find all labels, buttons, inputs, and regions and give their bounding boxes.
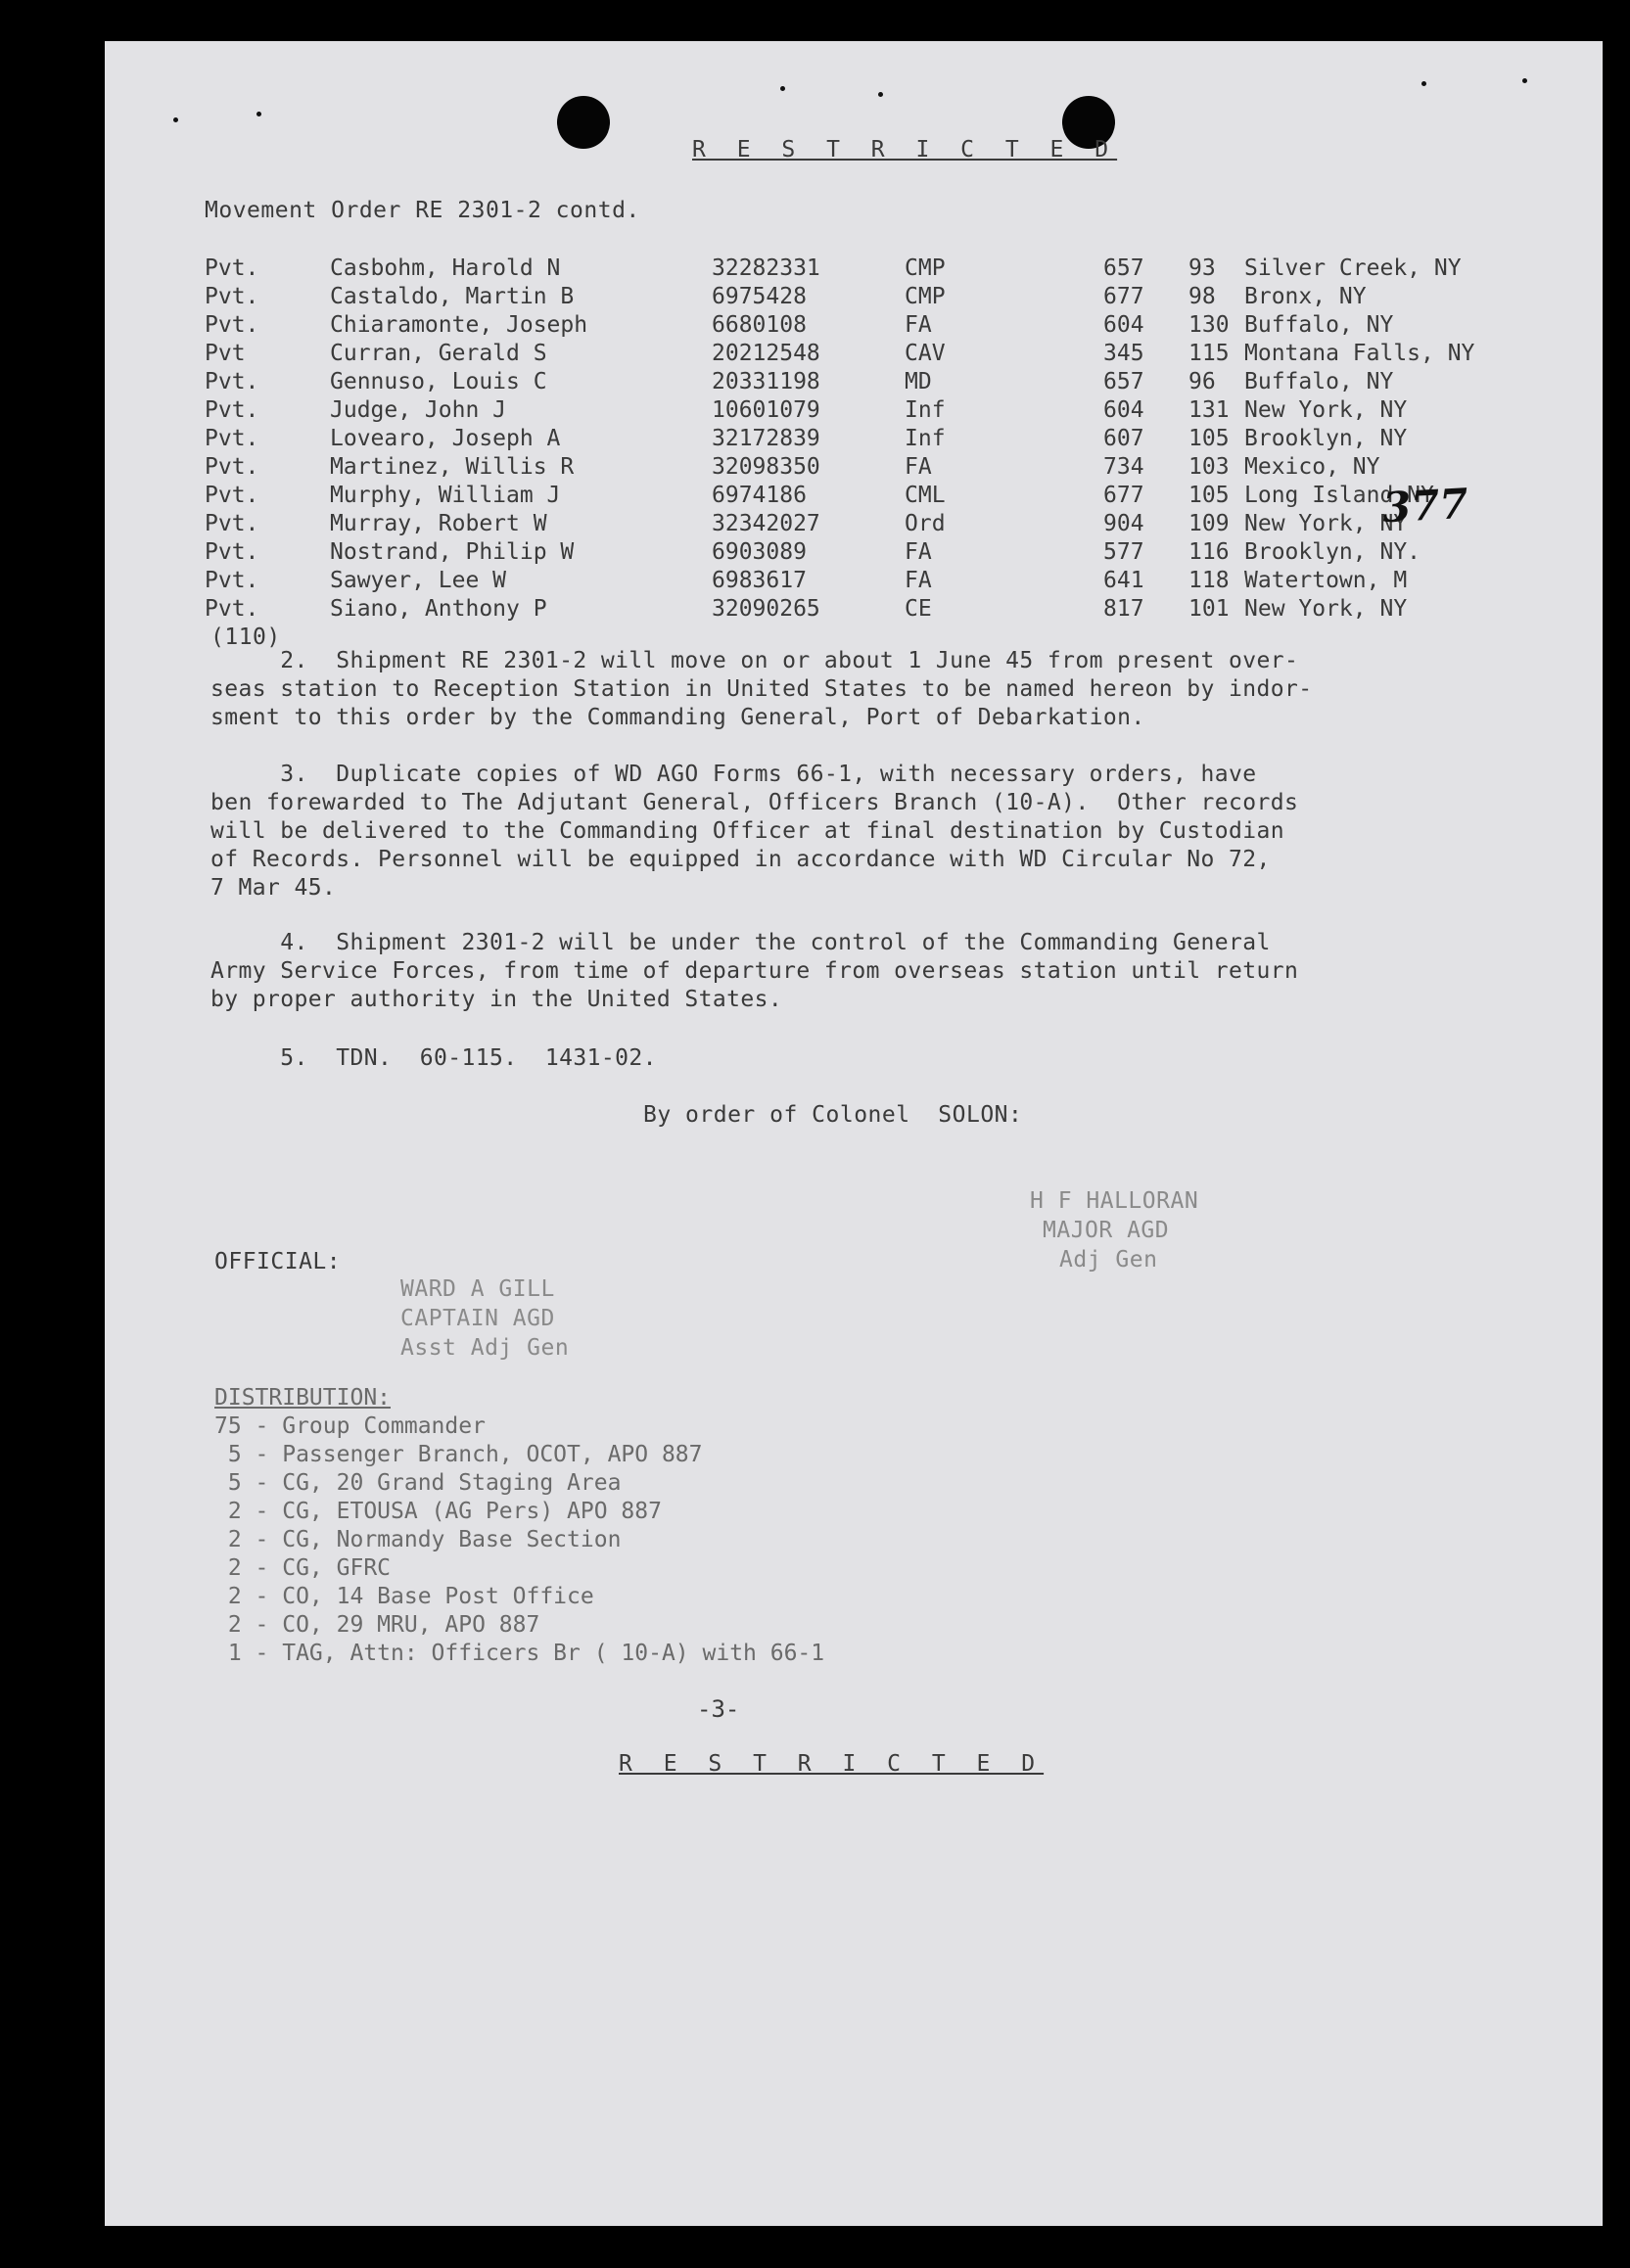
roster-rank: Pvt bbox=[205, 341, 246, 366]
roster-ht: 96 bbox=[1188, 369, 1216, 394]
roster-home: Long Island NY bbox=[1244, 483, 1434, 508]
roster-serial: 32282331 bbox=[712, 255, 820, 281]
roster-arm: CE bbox=[905, 596, 932, 622]
roster-home: Silver Creek, NY bbox=[1244, 255, 1462, 281]
roster-name: Nostrand, Philip W bbox=[330, 539, 575, 565]
roster-home: Buffalo, NY bbox=[1244, 369, 1394, 394]
roster-serial: 32090265 bbox=[712, 596, 820, 622]
paragraph-line: 4. Shipment 2301-2 will be under the control of the Commanding General bbox=[210, 930, 1271, 955]
roster-ht: 101 bbox=[1188, 596, 1230, 622]
roster-ht: 116 bbox=[1188, 539, 1230, 565]
roster-rank: Pvt. bbox=[205, 369, 259, 394]
roster-home: Bronx, NY bbox=[1244, 284, 1367, 309]
roster-name: Lovearo, Joseph A bbox=[330, 426, 561, 451]
roster-arm: FA bbox=[905, 539, 932, 565]
roster-arm: FA bbox=[905, 312, 932, 338]
roster-mos: 607 bbox=[1103, 426, 1144, 451]
roster-name: Gennuso, Louis C bbox=[330, 369, 547, 394]
speck bbox=[878, 92, 883, 97]
distribution-item: 75 - Group Commander bbox=[214, 1413, 486, 1439]
paragraph-line: of Records. Personnel will be equipped in accordance with WD Circular No 72, bbox=[210, 847, 1271, 872]
roster-ht: 115 bbox=[1188, 341, 1230, 366]
page-stamp-number: 377 bbox=[1380, 479, 1469, 532]
paragraph-line: will be delivered to the Commanding Officer at final destination by Custodian bbox=[210, 818, 1285, 844]
roster-home: New York, NY bbox=[1244, 397, 1408, 423]
distribution-heading: DISTRIBUTION: bbox=[214, 1385, 392, 1411]
official-name: WARD A GILL bbox=[400, 1276, 555, 1302]
roster-serial: 10601079 bbox=[712, 397, 820, 423]
paragraph-line: ben forewarded to The Adjutant General, Officers Branch (10-A). Other records bbox=[210, 790, 1299, 815]
roster-arm: Inf bbox=[905, 426, 946, 451]
roster-mos: 677 bbox=[1103, 284, 1144, 309]
roster-name: Curran, Gerald S bbox=[330, 341, 547, 366]
roster-arm: CAV bbox=[905, 341, 946, 366]
roster-rank: Pvt. bbox=[205, 596, 259, 622]
distribution-item: 1 - TAG, Attn: Officers Br ( 10-A) with 66-1 bbox=[214, 1641, 825, 1666]
roster-home: Brooklyn, NY bbox=[1244, 426, 1408, 451]
distribution-item: 2 - CG, ETOUSA (AG Pers) APO 887 bbox=[214, 1499, 662, 1524]
speck bbox=[1421, 81, 1426, 86]
roster-rank: Pvt. bbox=[205, 255, 259, 281]
roster-home: New York, NY bbox=[1244, 596, 1408, 622]
roster-rank: Pvt. bbox=[205, 284, 259, 309]
paragraph-line: seas station to Reception Station in United States to be named hereon by indor- bbox=[210, 676, 1313, 702]
speck bbox=[1522, 78, 1527, 83]
roster-ht: 118 bbox=[1188, 568, 1230, 593]
restricted-header: R E S T R I C T E D bbox=[692, 137, 1118, 162]
paragraph-line: by proper authority in the United States. bbox=[210, 987, 783, 1012]
roster-home: Montana Falls, NY bbox=[1244, 341, 1475, 366]
roster-ht: 130 bbox=[1188, 312, 1230, 338]
roster-serial: 32172839 bbox=[712, 426, 820, 451]
signature-title: Adj Gen bbox=[1059, 1247, 1158, 1273]
roster-name: Chiaramonte, Joseph bbox=[330, 312, 588, 338]
roster-mos: 345 bbox=[1103, 341, 1144, 366]
roster-rank: Pvt. bbox=[205, 511, 259, 536]
roster-serial: 6974186 bbox=[712, 483, 807, 508]
roster-mos: 904 bbox=[1103, 511, 1144, 536]
document-title: Movement Order RE 2301-2 contd. bbox=[205, 198, 640, 223]
roster-mos: 657 bbox=[1103, 369, 1144, 394]
signature-rank: MAJOR AGD bbox=[1043, 1218, 1170, 1243]
document-page bbox=[105, 41, 1603, 2226]
roster-arm: FA bbox=[905, 568, 932, 593]
roster-ht: 98 bbox=[1188, 284, 1216, 309]
speck bbox=[173, 117, 178, 122]
roster-ht: 93 bbox=[1188, 255, 1216, 281]
roster-serial: 32098350 bbox=[712, 454, 820, 480]
roster-name: Martinez, Willis R bbox=[330, 454, 575, 480]
official-rank: CAPTAIN AGD bbox=[400, 1306, 555, 1331]
paragraph-line: 3. Duplicate copies of WD AGO Forms 66-1, with necessary orders, have bbox=[210, 762, 1257, 787]
roster-name: Judge, John J bbox=[330, 397, 507, 423]
roster-name: Murphy, William J bbox=[330, 483, 561, 508]
roster-serial: 6680108 bbox=[712, 312, 807, 338]
roster-ht: 103 bbox=[1188, 454, 1230, 480]
roster-ht: 131 bbox=[1188, 397, 1230, 423]
roster-home: Buffalo, NY bbox=[1244, 312, 1394, 338]
paragraph-5: 5. TDN. 60-115. 1431-02. bbox=[210, 1045, 657, 1071]
roster-mos: 734 bbox=[1103, 454, 1144, 480]
roster-rank: Pvt. bbox=[205, 539, 259, 565]
distribution-item: 5 - CG, 20 Grand Staging Area bbox=[214, 1470, 622, 1496]
roster-serial: 6975428 bbox=[712, 284, 807, 309]
distribution-item: 2 - CO, 29 MRU, APO 887 bbox=[214, 1612, 540, 1638]
roster-serial: 20212548 bbox=[712, 341, 820, 366]
roster-arm: CMP bbox=[905, 284, 946, 309]
official-label: OFFICIAL: bbox=[214, 1249, 342, 1274]
roster-arm: MD bbox=[905, 369, 932, 394]
roster-name: Siano, Anthony P bbox=[330, 596, 547, 622]
roster-rank: Pvt. bbox=[205, 483, 259, 508]
distribution-item: 2 - CG, GFRC bbox=[214, 1555, 392, 1581]
speck bbox=[256, 112, 261, 116]
roster-name: Castaldo, Martin B bbox=[330, 284, 575, 309]
roster-ht: 105 bbox=[1188, 426, 1230, 451]
roster-home: Mexico, NY bbox=[1244, 454, 1380, 480]
order-line: By order of Colonel SOLON: bbox=[643, 1102, 1023, 1128]
roster-home: Brooklyn, NY. bbox=[1244, 539, 1421, 565]
distribution-item: 2 - CO, 14 Base Post Office bbox=[214, 1584, 594, 1609]
roster-name: Casbohm, Harold N bbox=[330, 255, 561, 281]
speck bbox=[780, 86, 785, 91]
roster-mos: 641 bbox=[1103, 568, 1144, 593]
punch-hole-left bbox=[557, 96, 610, 149]
signature-name: H F HALLORAN bbox=[1030, 1188, 1199, 1214]
roster-serial: 32342027 bbox=[712, 511, 820, 536]
roster-home: Watertown, M bbox=[1244, 568, 1408, 593]
official-title: Asst Adj Gen bbox=[400, 1335, 570, 1361]
roster-mos: 604 bbox=[1103, 397, 1144, 423]
distribution-item: 5 - Passenger Branch, OCOT, APO 887 bbox=[214, 1442, 703, 1467]
roster-arm: Ord bbox=[905, 511, 946, 536]
roster-arm: CML bbox=[905, 483, 946, 508]
roster-name: Sawyer, Lee W bbox=[330, 568, 507, 593]
roster-ht: 105 bbox=[1188, 483, 1230, 508]
roster-serial: 20331198 bbox=[712, 369, 820, 394]
roster-mos: 657 bbox=[1103, 255, 1144, 281]
roster-arm: FA bbox=[905, 454, 932, 480]
personnel-count: (110) bbox=[210, 625, 281, 650]
roster-arm: Inf bbox=[905, 397, 946, 423]
roster-mos: 604 bbox=[1103, 312, 1144, 338]
paragraph-line: 7 Mar 45. bbox=[210, 875, 337, 901]
distribution-item: 2 - CG, Normandy Base Section bbox=[214, 1527, 622, 1552]
roster-rank: Pvt. bbox=[205, 568, 259, 593]
roster-home: New York, NY bbox=[1244, 511, 1408, 536]
paragraph-line: sment to this order by the Commanding General, Port of Debarkation. bbox=[210, 705, 1145, 730]
roster-serial: 6983617 bbox=[712, 568, 807, 593]
roster-rank: Pvt. bbox=[205, 426, 259, 451]
page-number: -3- bbox=[697, 1695, 740, 1723]
roster-mos: 817 bbox=[1103, 596, 1144, 622]
roster-serial: 6903089 bbox=[712, 539, 807, 565]
roster-mos: 677 bbox=[1103, 483, 1144, 508]
roster-mos: 577 bbox=[1103, 539, 1144, 565]
roster-arm: CMP bbox=[905, 255, 946, 281]
paragraph-line: 2. Shipment RE 2301-2 will move on or about 1 June 45 from present over- bbox=[210, 648, 1299, 673]
paragraph-line: Army Service Forces, from time of departure from overseas station until return bbox=[210, 958, 1299, 984]
roster-ht: 109 bbox=[1188, 511, 1230, 536]
roster-rank: Pvt. bbox=[205, 454, 259, 480]
restricted-footer: R E S T R I C T E D bbox=[619, 1751, 1045, 1777]
roster-name: Murray, Robert W bbox=[330, 511, 547, 536]
roster-rank: Pvt. bbox=[205, 397, 259, 423]
roster-rank: Pvt. bbox=[205, 312, 259, 338]
